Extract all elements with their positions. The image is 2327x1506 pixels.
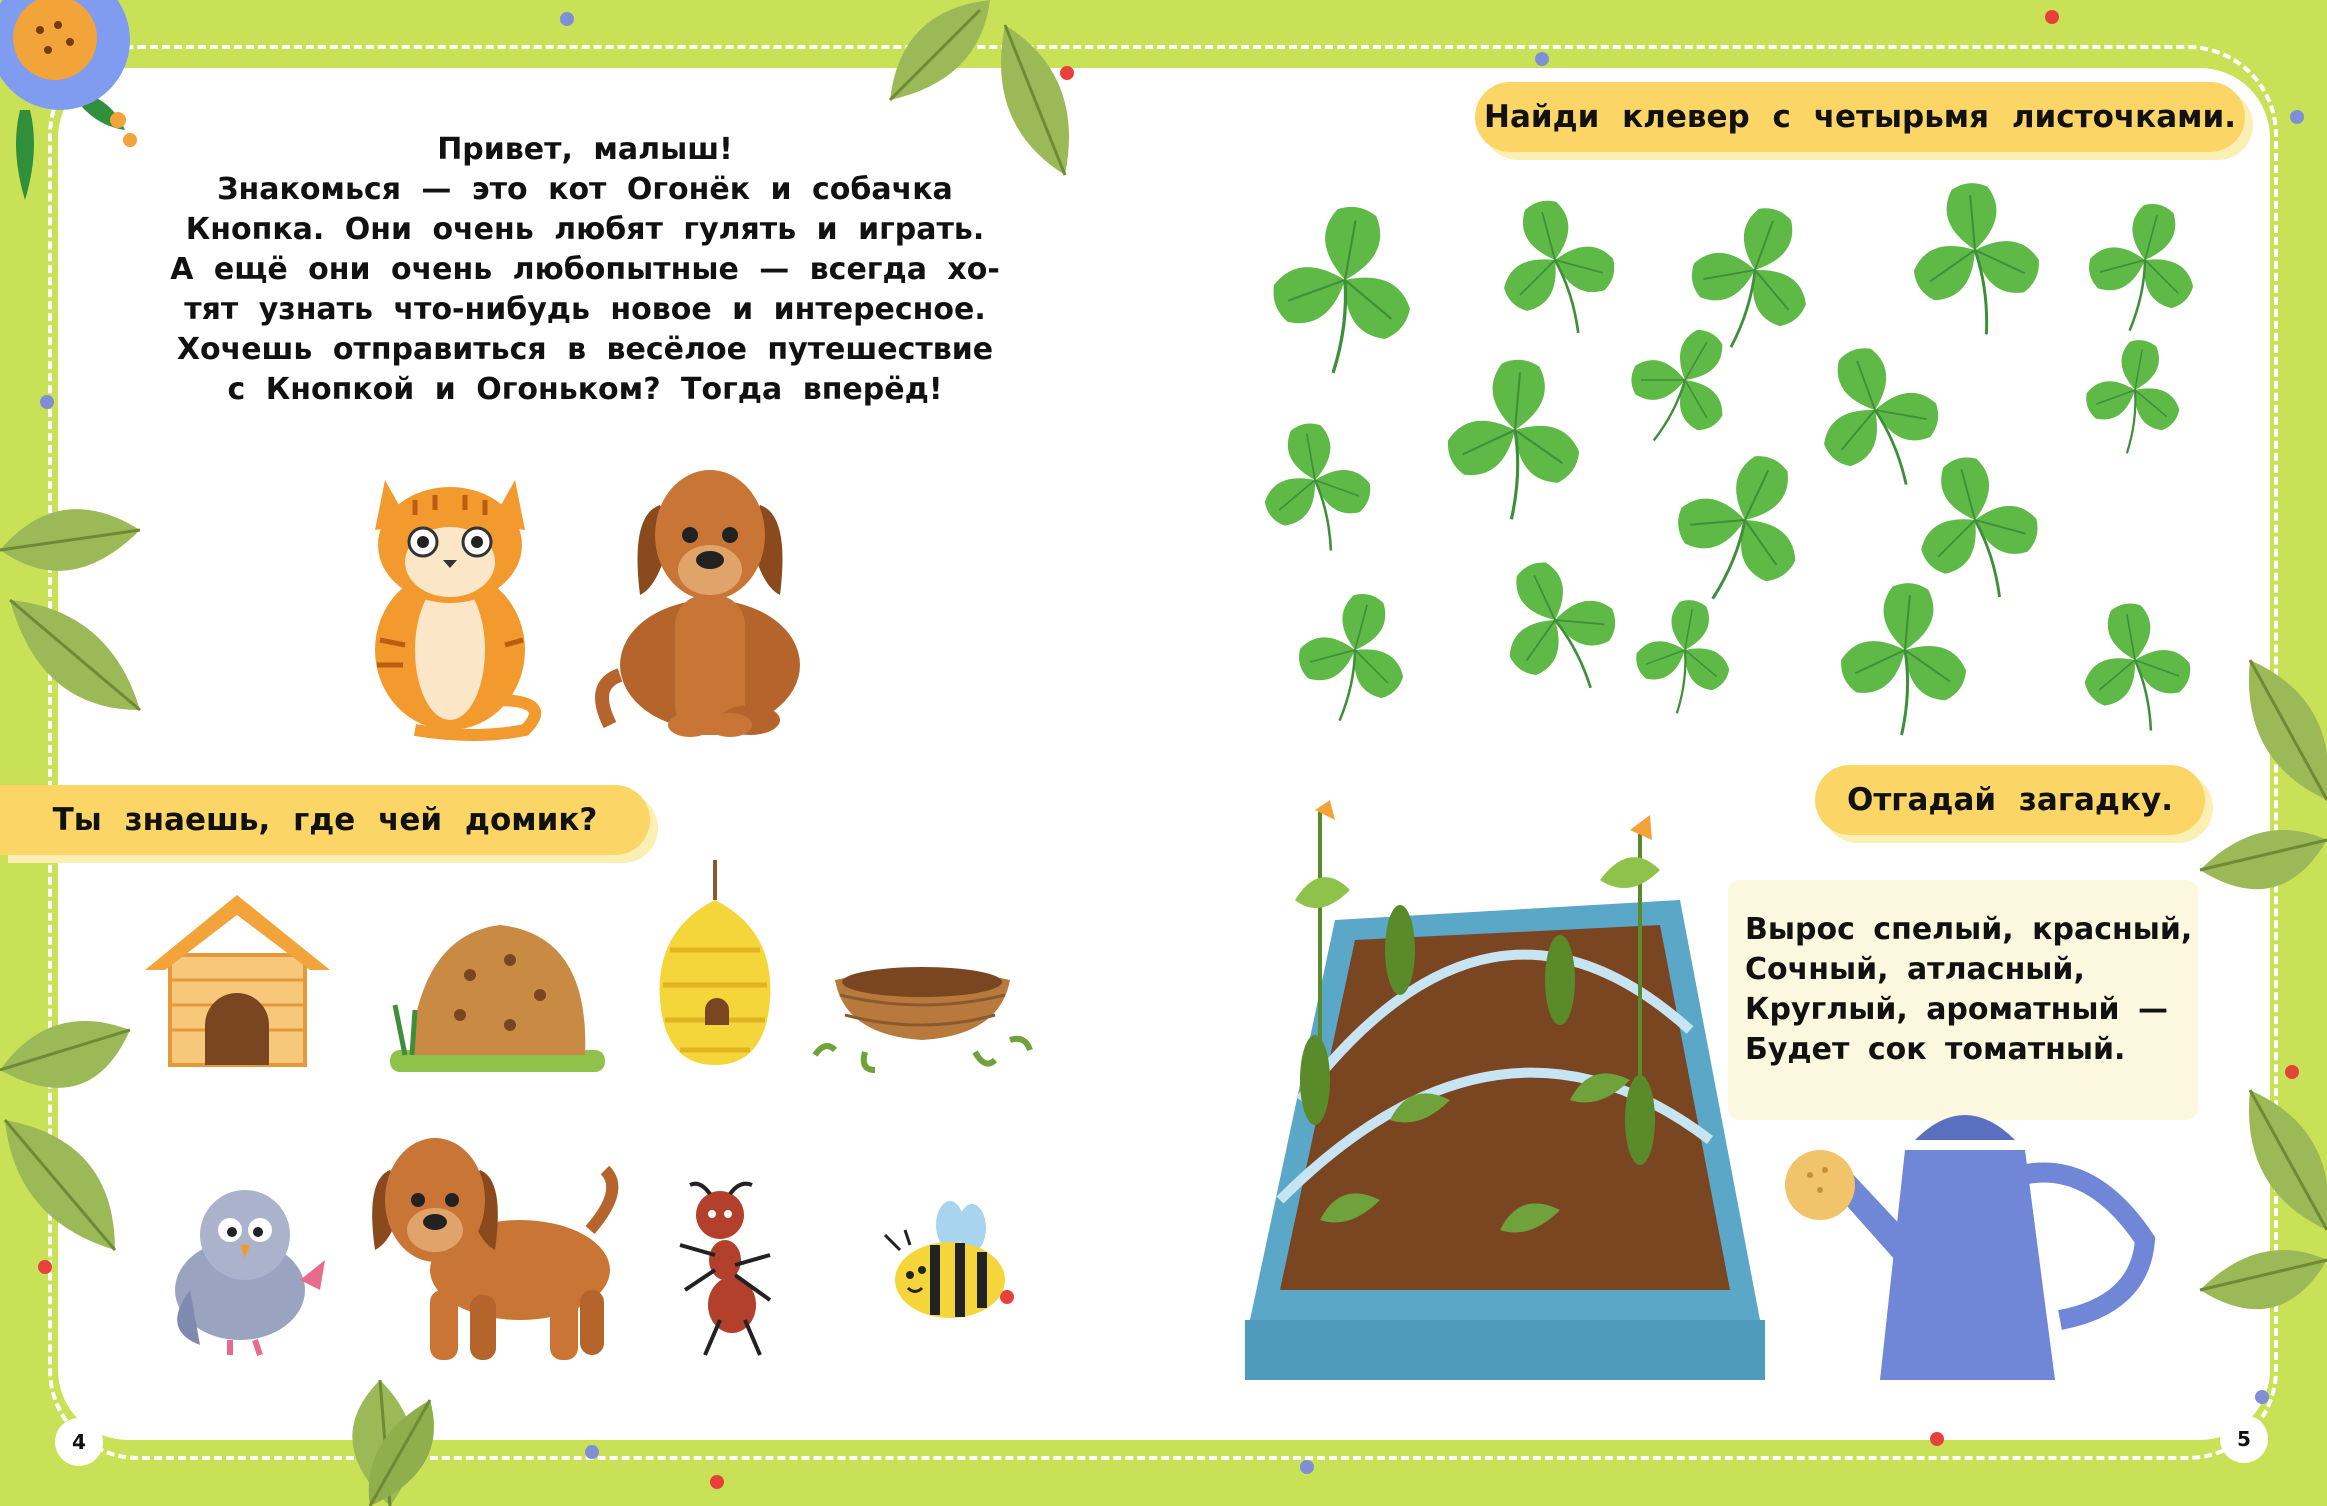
leaf-icon bbox=[10, 600, 140, 720]
clover-icon[interactable] bbox=[1645, 429, 1837, 626]
intro-line: Кнопка. Они очень любят гулять и играть. bbox=[185, 212, 985, 247]
leaf-icon bbox=[2230, 1090, 2327, 1230]
leaf-icon bbox=[880, 0, 1000, 110]
leaf-icon bbox=[360, 1400, 440, 1506]
leaf-icon bbox=[2200, 820, 2327, 910]
cat-ogonyok-illustration bbox=[355, 450, 545, 740]
clover-icon[interactable] bbox=[1602, 305, 1760, 467]
beehive-illustration bbox=[655, 860, 775, 1070]
riddle-line: Будет сок томатный. bbox=[1745, 1032, 2126, 1067]
riddle-text bbox=[1745, 910, 2205, 1070]
leaf-icon bbox=[5, 1120, 125, 1250]
clover-icon[interactable] bbox=[2072, 331, 2196, 462]
leaf-icon bbox=[0, 490, 140, 590]
clover-task-label: Найди клевер с четырьмя листочками. bbox=[1484, 99, 2236, 135]
corner-flower-icon bbox=[0, 0, 150, 200]
houses-task-banner bbox=[0, 785, 650, 855]
clover-icon[interactable] bbox=[1790, 327, 1965, 508]
clover-task-banner bbox=[1475, 82, 2245, 152]
clover-icon[interactable] bbox=[1252, 194, 1434, 386]
clover-field-illustration bbox=[1255, 190, 2205, 750]
clover-icon[interactable] bbox=[1622, 591, 1746, 722]
ant-illustration bbox=[670, 1180, 780, 1355]
leaf-icon bbox=[2230, 660, 2327, 800]
leaf-icon bbox=[2200, 1240, 2327, 1330]
clover-icon[interactable] bbox=[1899, 177, 2053, 341]
clover-icon[interactable] bbox=[1246, 414, 1386, 562]
dog-knopka-illustration bbox=[590, 455, 820, 745]
dog-standing-illustration bbox=[360, 1130, 630, 1365]
intro-line: Знакомься — это кот Огонёк и собачка bbox=[217, 172, 953, 207]
riddle-task-label: Отгадай загадку. bbox=[1846, 782, 2173, 818]
riddle-line: Сочный, атласный, bbox=[1745, 952, 2085, 987]
intro-line: тят узнать что-нибудь новое и интересное. bbox=[184, 292, 986, 327]
riddle-line: Вырос спелый, красный, bbox=[1745, 912, 2193, 947]
clover-icon[interactable] bbox=[1472, 539, 1645, 717]
page-number-right: 5 bbox=[2220, 1415, 2268, 1463]
clover-icon[interactable] bbox=[2068, 189, 2217, 345]
riddle-task-banner bbox=[1815, 765, 2205, 835]
intro-story-text bbox=[145, 130, 1025, 410]
intro-line: Хочешь отправиться в весёлое путешествие bbox=[176, 332, 994, 367]
clover-icon[interactable] bbox=[1434, 353, 1595, 525]
bee-illustration bbox=[880, 1210, 1015, 1325]
pigeon-illustration bbox=[160, 1180, 330, 1355]
clover-icon[interactable] bbox=[1478, 185, 1636, 350]
garden-bed-illustration bbox=[1240, 800, 1770, 1380]
anthill-illustration bbox=[390, 915, 605, 1075]
riddle-line: Круглый, ароматный — bbox=[1745, 992, 2168, 1027]
clover-icon[interactable] bbox=[2066, 594, 2206, 742]
page-number-left: 4 bbox=[55, 1418, 103, 1466]
doghouse-illustration bbox=[145, 895, 330, 1070]
clover-icon[interactable] bbox=[1278, 579, 1427, 735]
leaf-icon bbox=[0, 1010, 130, 1120]
intro-line: Привет, малыш! bbox=[437, 132, 733, 167]
intro-line: А ещё они очень любопытные — всегда хо- bbox=[170, 252, 1000, 287]
watering-can-illustration bbox=[1785, 1090, 2165, 1385]
bird-nest-illustration bbox=[815, 940, 1030, 1075]
houses-task-label: Ты знаешь, где чей домик? bbox=[52, 802, 598, 838]
intro-line: с Кнопкой и Огоньком? Тогда вперёд! bbox=[227, 372, 943, 407]
clover-icon[interactable] bbox=[1827, 577, 1981, 741]
